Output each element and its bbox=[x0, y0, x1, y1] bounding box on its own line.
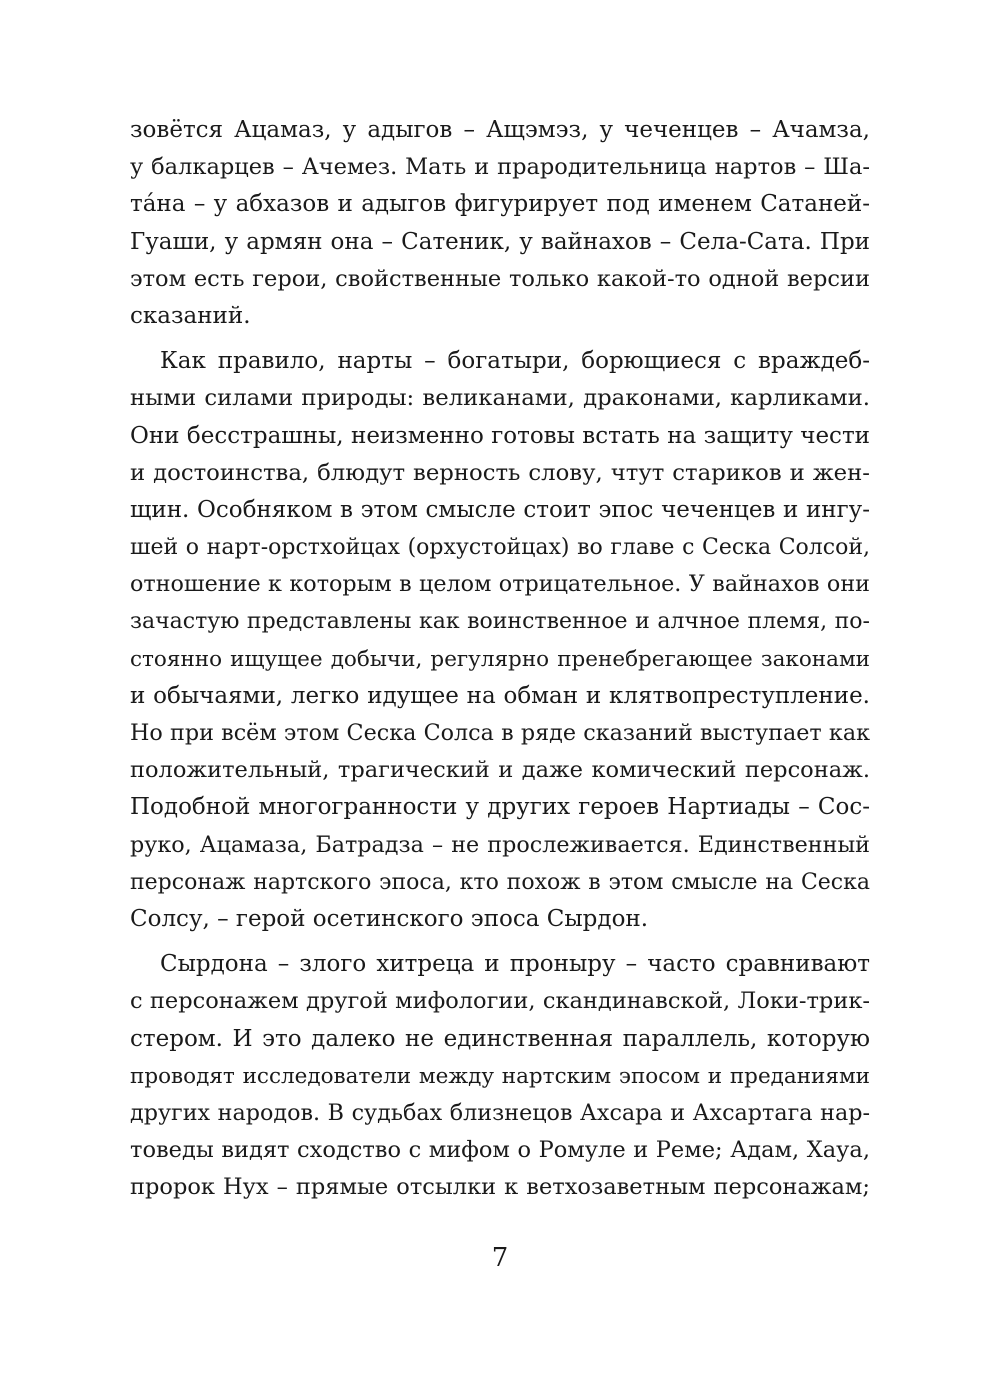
text-line: ными силами природы: великанами, драконами, карликами. bbox=[130, 385, 870, 412]
text-line: других народов. В судьбах близнецов Ахсара и Ахсартага нар- bbox=[130, 1099, 870, 1126]
text-line: зачастую представлены как воинственное и алчное племя, по- bbox=[130, 609, 870, 635]
text-line: проводят исследователи между нартским эпосом и преданиями bbox=[130, 1063, 870, 1089]
text-line: и обычаями, легко идущее на обман и клятвопреступление. bbox=[130, 682, 870, 709]
text-line: та́на – у абхазов и адыгов фигурирует под именем Сатаней- bbox=[130, 191, 870, 218]
text-line: отношение к которым в целом отрицательное. У вайнахов они bbox=[130, 571, 870, 598]
text-line: Они бесстрашны, неизменно готовы встать на защиту чести bbox=[130, 422, 870, 449]
text-line: шей о нарт-орстхойцах (орхустойцах) во главе с Сеска Солсой, bbox=[130, 535, 870, 561]
text-line: и достоинства, блюдут верность слову, чтут стариков и жен- bbox=[130, 459, 870, 486]
text-line: у балкарцев – Ачемез. Мать и прародительница нартов – Ша- bbox=[130, 154, 870, 181]
text-line: товеды видят сходство с мифом о Ромуле и Реме; Адам, Хауа, bbox=[130, 1137, 870, 1164]
text-line: Как правило, нарты – богатыри, борющиеся с враждеб- bbox=[160, 348, 870, 375]
text-line: с персонажем другой мифологии, скандинавской, Локи-трик- bbox=[130, 988, 870, 1015]
text-line: стером. И это далеко не единственная параллель, которую bbox=[130, 1025, 870, 1052]
text-line: руко, Ацамаза, Батрадза – не прослеживается. Единственный bbox=[130, 831, 870, 858]
text-line: стоянно ищущее добычи, регулярно пренебрегающее законами bbox=[130, 646, 870, 672]
text-line: пророк Нух – прямые отсылки к ветхозаветным персонажам; bbox=[130, 1174, 870, 1201]
text-line: персонаж нартского эпоса, кто похож в этом смысле на Сеска bbox=[130, 869, 870, 895]
text-line: Подобной многогранности у других героев Нартиады – Сос- bbox=[130, 794, 870, 821]
paragraph-3 bbox=[130, 946, 870, 1206]
text-line: Солсу, – герой осетинского эпоса Сырдон. bbox=[130, 905, 649, 932]
paragraph-spacer bbox=[130, 938, 870, 946]
text-line: сказаний. bbox=[130, 302, 251, 329]
text-line: Гуаши, у армян она – Сатеник, у вайнахов – Села-Сата. При bbox=[130, 228, 870, 255]
paragraph-2 bbox=[130, 343, 870, 938]
text-line: зовётся Ацамаз, у адыгов – Ащэмэз, у чеченцев – Ачамза, bbox=[130, 117, 870, 143]
text-line: Но при всём этом Сеска Солса в ряде сказаний выступает как bbox=[130, 720, 870, 746]
paragraph-1 bbox=[130, 112, 870, 335]
text-line: щин. Особняком в этом смысле стоит эпос чеченцев и ингу- bbox=[130, 496, 870, 523]
text-line: Сырдона – злого хитреца и проныру – часто сравнивают bbox=[160, 951, 870, 978]
page-number: 7 bbox=[491, 1243, 509, 1273]
text-line: положительный, трагический и даже комический персонаж. bbox=[130, 757, 870, 784]
paragraph-spacer bbox=[130, 335, 870, 343]
body-text bbox=[130, 112, 870, 1206]
text-line: этом есть герои, свойственные только какой-то одной версии bbox=[130, 265, 870, 292]
